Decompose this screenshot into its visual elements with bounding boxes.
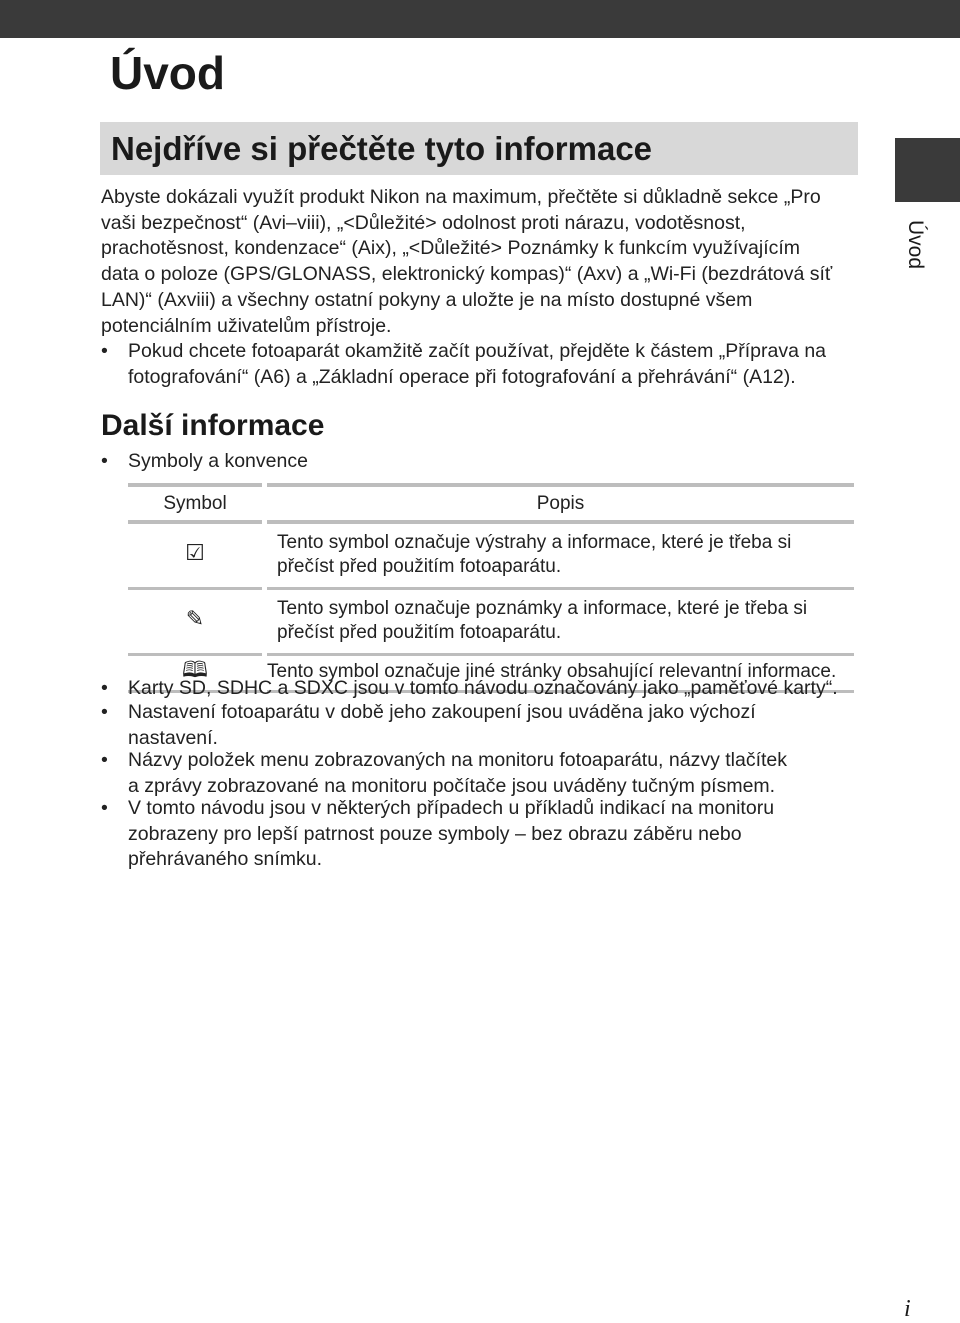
- intro-line: LAN)“ (Axviii) a všechny ostatní pokyny a uložte je na místo dostupné všem: [101, 288, 753, 311]
- side-tab-label: Úvod: [904, 220, 927, 270]
- table-row: [128, 522, 854, 589]
- symbol-cell: [128, 589, 265, 655]
- list-item-line: zobrazeny pro lepší patrnost pouze symboly – bez obrazu záběru nebo: [128, 822, 742, 845]
- intro-line: vaši bezpečnost“ (Avi–viii), „<Důležité> odolnost proti nárazu, vodotěsnost,: [101, 211, 746, 234]
- bullet-dot: •: [101, 797, 108, 819]
- section-band: [100, 122, 858, 175]
- list-item-line: Nastavení fotoaparátu v době jeho zakoupení jsou uváděna jako výchozí: [128, 701, 756, 723]
- bullet-dot: •: [101, 340, 108, 362]
- symbols-bullet: [101, 449, 861, 475]
- side-tab-block: [895, 138, 960, 202]
- warning-check-icon: ☑: [185, 541, 205, 566]
- top-bar: [0, 0, 960, 38]
- book-reference-icon: 🕮: [182, 658, 208, 683]
- intro-bullet-line: fotografování“ (A6) a „Základní operace při fotografování a přehrávání“ (A12).: [128, 365, 796, 388]
- list-item-line: nastavení.: [128, 726, 218, 749]
- bullet-dot: •: [101, 701, 108, 723]
- symbols-bullet-text: Symboly a konvence: [128, 450, 308, 472]
- list-item: [101, 748, 861, 799]
- bullet-dot: •: [101, 749, 108, 771]
- intro-paragraph: [101, 185, 861, 339]
- list-item: [101, 676, 861, 702]
- list-item: [101, 796, 861, 873]
- table-row: [128, 589, 854, 655]
- description-cell: Tento symbol označuje poznámky a informace, které je třeba si přečíst před použitím fotoaparátu.: [265, 589, 855, 655]
- symbols-table: [128, 483, 854, 693]
- list-item-line: Názvy položek menu zobrazovaných na monitoru fotoaparátu, názvy tlačítek: [128, 749, 788, 771]
- description-cell: Tento symbol označuje jiné stránky obsahující relevantní informace.: [265, 655, 855, 692]
- symbol-cell: [128, 522, 265, 589]
- bullet-dot: •: [101, 450, 108, 472]
- page-number: i: [904, 1296, 911, 1322]
- intro-bullet: [101, 339, 861, 390]
- table-header-row: [128, 485, 854, 522]
- page-title: Úvod: [110, 47, 225, 99]
- header-symbol: Symbol: [128, 485, 265, 522]
- bullet-dot: •: [101, 677, 108, 699]
- list-item-line: přehrávaného snímku.: [128, 848, 323, 871]
- intro-line: data o poloze (GPS/GLONASS, elektronický kompas)“ (Axv) a „Wi-Fi (bezdrátová síť: [101, 263, 833, 286]
- subheading: Další informace: [101, 409, 325, 442]
- intro-line: potenciálním uživatelům přístroje.: [101, 314, 392, 337]
- list-item: [101, 700, 861, 751]
- list-item-line: a zprávy zobrazované na monitoru počítače jsou uváděny tučným písmem.: [128, 774, 776, 797]
- description-cell: Tento symbol označuje výstrahy a informace, které je třeba si přečíst před použitím fotoaparátu.: [265, 522, 855, 589]
- list-item-line: Karty SD, SDHC a SDXC jsou v tomto návodu označovány jako „paměťové karty“.: [128, 677, 838, 699]
- section-title: Nejdříve si přečtěte tyto informace: [111, 130, 653, 167]
- header-description: Popis: [265, 485, 855, 522]
- note-pencil-icon: ✎: [185, 607, 205, 632]
- list-item-line: V tomto návodu jsou v některých případech u příkladů indikací na monitoru: [128, 797, 775, 819]
- intro-line: Abyste dokázali využít produkt Nikon na maximum, přečtěte si důkladně sekce „Pro: [101, 186, 821, 208]
- intro-line: prachotěsnost, kondenzace“ (Aix), „<Důležité> Poznámky k funkcím využívajícím: [101, 237, 801, 260]
- intro-bullet-line: Pokud chcete fotoaparát okamžitě začít používat, přejděte k částem „Příprava na: [128, 340, 827, 362]
